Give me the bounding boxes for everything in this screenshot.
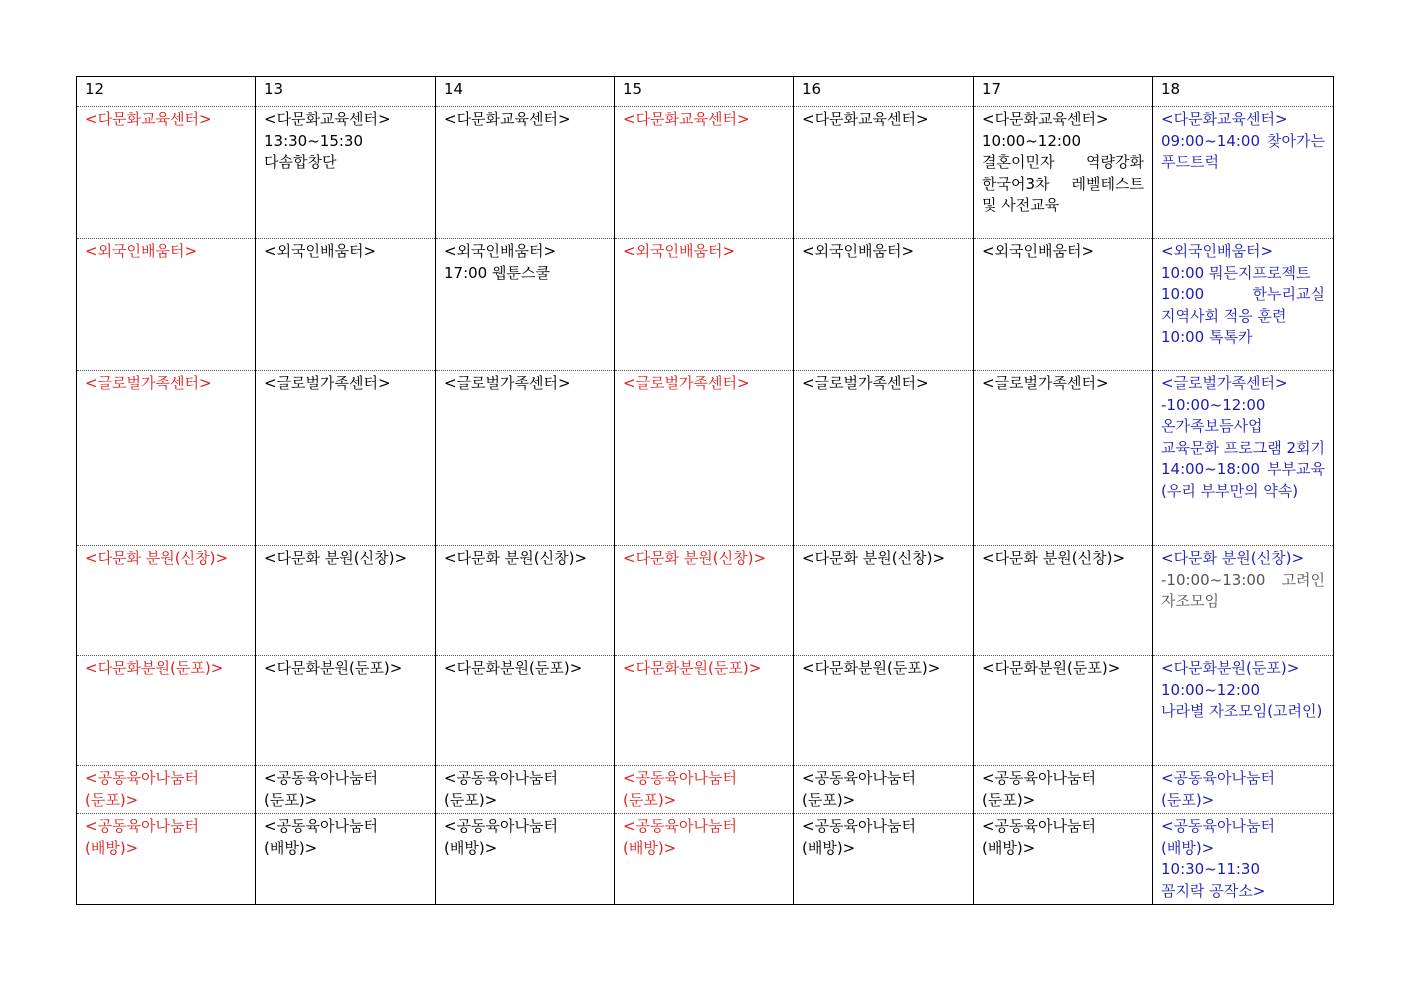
center-name: <글로벌가족센터> [982, 374, 1109, 392]
event-text: 10:00 뭐든지프로젝트 [1161, 263, 1311, 282]
center-name: <공동육아나눔터(배방)> [444, 817, 558, 857]
center-name: <공동육아나눔터(둔포)> [982, 769, 1096, 809]
date-cell: 13 [256, 77, 436, 107]
event-text: 꼼지락 공작소> [1161, 881, 1266, 900]
schedule-row [77, 766, 1334, 814]
date-cell: 14 [436, 77, 615, 107]
schedule-cell [436, 371, 615, 546]
schedule-cell [77, 371, 256, 546]
schedule-cell [1153, 814, 1334, 905]
event-text: 10:30~11:30 [1161, 860, 1261, 878]
center-name: <다문화분원(둔포)> [444, 659, 583, 677]
schedule-cell [1153, 107, 1334, 239]
center-name: <글로벌가족센터> [85, 374, 212, 392]
weekly-schedule-table [76, 76, 1334, 905]
schedule-cell [974, 239, 1153, 371]
center-name: <다문화 분원(신창)> [444, 549, 588, 567]
center-name: <공동육아나눔터(둔포)> [623, 769, 737, 809]
center-name: <다문화분원(둔포)> [623, 659, 762, 677]
center-name: <다문화교육센터> [802, 110, 929, 128]
event-text: 13:30~15:30 [264, 131, 364, 150]
schedule-cell [615, 107, 794, 239]
center-name: <공동육아나눔터(배방)> [982, 817, 1096, 857]
center-name: <공동육아나눔터(둔포)> [85, 769, 199, 809]
center-name: <공동육아나눔터(배방)> [1161, 817, 1275, 857]
schedule-row [77, 371, 1334, 546]
center-name: <공동육아나눔터(배방)> [264, 817, 378, 857]
schedule-cell [794, 814, 974, 905]
schedule-cell [615, 766, 794, 814]
schedule-cell [1153, 239, 1334, 371]
schedule-cell [974, 107, 1153, 239]
schedule-cell [794, 656, 974, 766]
date-cell: 17 [974, 77, 1153, 107]
center-name: <공동육아나눔터(배방)> [802, 817, 916, 857]
center-name: <다문화 분원(신창)> [982, 549, 1126, 567]
center-name: <다문화교육센터> [623, 110, 750, 128]
schedule-cell [436, 766, 615, 814]
center-name: <다문화교육센터> [444, 110, 571, 128]
center-name: <다문화분원(둔포)> [264, 659, 403, 677]
center-name: <다문화 분원(신창)> [623, 549, 767, 567]
center-name: <다문화교육센터> [1161, 110, 1288, 128]
center-name: <공동육아나눔터(둔포)> [264, 769, 378, 809]
event-text: 10:00 한누리교실 지역사회 적응 훈련 [1161, 285, 1325, 325]
center-name: <다문화 분원(신창)> [85, 549, 229, 567]
event-text: 10:00~12:00 결혼이민자 역량강화 한국어3차 레벨테스트 및 사전교육 [982, 131, 1144, 214]
center-name: <외국인배움터> [444, 242, 557, 260]
center-name: <공동육아나눔터(둔포)> [444, 769, 558, 809]
schedule-cell [974, 814, 1153, 905]
date-cell: 15 [615, 77, 794, 107]
center-name: <외국인배움터> [982, 242, 1095, 260]
schedule-cell [615, 814, 794, 905]
schedule-cell [615, 239, 794, 371]
schedule-row [77, 546, 1334, 656]
center-name: <외국인배움터> [623, 242, 736, 260]
center-name: <다문화분원(둔포)> [802, 659, 941, 677]
center-name: <외국인배움터> [85, 242, 198, 260]
center-name: <다문화교육센터> [264, 110, 391, 128]
center-name: <외국인배움터> [802, 242, 915, 260]
schedule-cell [794, 239, 974, 371]
schedule-row [77, 107, 1334, 239]
center-name: <다문화교육센터> [85, 110, 212, 128]
schedule-cell [256, 239, 436, 371]
schedule-cell [1153, 546, 1334, 656]
schedule-cell [436, 546, 615, 656]
center-name: <다문화분원(둔포)> [982, 659, 1121, 677]
center-name: <글로벌가족센터> [802, 374, 929, 392]
center-name: <다문화분원(둔포)> [1161, 659, 1300, 677]
center-name: <외국인배움터> [264, 242, 377, 260]
center-name: <다문화 분원(신창)> [802, 549, 946, 567]
schedule-cell [77, 546, 256, 656]
event-text: 17:00 웹툰스쿨 [444, 263, 550, 282]
event-text: 10:00~12:00 [1161, 680, 1261, 699]
center-name: <공동육아나눔터(둔포)> [802, 769, 916, 809]
schedule-cell [1153, 371, 1334, 546]
schedule-body [77, 77, 1334, 905]
schedule-cell [1153, 766, 1334, 814]
schedule-cell [256, 814, 436, 905]
center-name: <다문화 분원(신창)> [1161, 549, 1305, 567]
date-cell: 18 [1153, 77, 1334, 107]
schedule-cell [256, 656, 436, 766]
center-name: <글로벌가족센터> [623, 374, 750, 392]
schedule-cell [436, 107, 615, 239]
event-text: 다솜합창단 [264, 153, 337, 171]
schedule-row [77, 656, 1334, 766]
schedule-cell [974, 766, 1153, 814]
schedule-cell [77, 239, 256, 371]
schedule-cell [77, 766, 256, 814]
schedule-cell [615, 371, 794, 546]
schedule-cell [256, 107, 436, 239]
schedule-cell [974, 656, 1153, 766]
date-cell: 12 [77, 77, 256, 107]
date-header-row [77, 77, 1334, 107]
schedule-cell [77, 107, 256, 239]
center-name: <다문화분원(둔포)> [85, 659, 224, 677]
schedule-cell [256, 546, 436, 656]
schedule-cell [974, 546, 1153, 656]
schedule-cell [436, 814, 615, 905]
schedule-cell [77, 814, 256, 905]
schedule-cell [256, 766, 436, 814]
event-text: 09:00~14:00 찾아가는 푸드트럭 [1161, 131, 1325, 171]
schedule-cell [615, 546, 794, 656]
schedule-cell [794, 766, 974, 814]
schedule-cell [794, 107, 974, 239]
schedule-cell [77, 656, 256, 766]
schedule-cell [256, 371, 436, 546]
schedule-row [77, 239, 1334, 371]
center-name: <공동육아나눔터(배방)> [623, 817, 737, 857]
center-name: <다문화 분원(신창)> [264, 549, 408, 567]
event-text: 10:00 톡톡카 [1161, 328, 1253, 346]
schedule-cell [794, 546, 974, 656]
center-name: <글로벌가족센터> [444, 374, 571, 392]
center-name: <외국인배움터> [1161, 242, 1274, 260]
schedule-cell [615, 656, 794, 766]
event-text: -10:00~13:00 고려인 자조모임 [1161, 570, 1325, 610]
schedule-cell [794, 371, 974, 546]
event-text: 나라별 자조모임(고려인) [1161, 702, 1323, 720]
event-text: -10:00~12:00 온가족보듬사업 교육문화 프로그램 2회기 [1161, 395, 1325, 457]
schedule-row [77, 814, 1334, 905]
center-name: <공동육아나눔터(둔포)> [1161, 769, 1275, 809]
schedule-cell [436, 656, 615, 766]
schedule-cell [436, 239, 615, 371]
center-name: <글로벌가족센터> [1161, 374, 1288, 392]
center-name: <글로벌가족센터> [264, 374, 391, 392]
schedule-cell [974, 371, 1153, 546]
center-name: <다문화교육센터> [982, 110, 1109, 128]
center-name: <공동육아나눔터(배방)> [85, 817, 199, 857]
schedule-cell [1153, 656, 1334, 766]
event-text: 14:00~18:00 부부교육(우리 부부만의 약속) [1161, 460, 1325, 500]
date-cell: 16 [794, 77, 974, 107]
